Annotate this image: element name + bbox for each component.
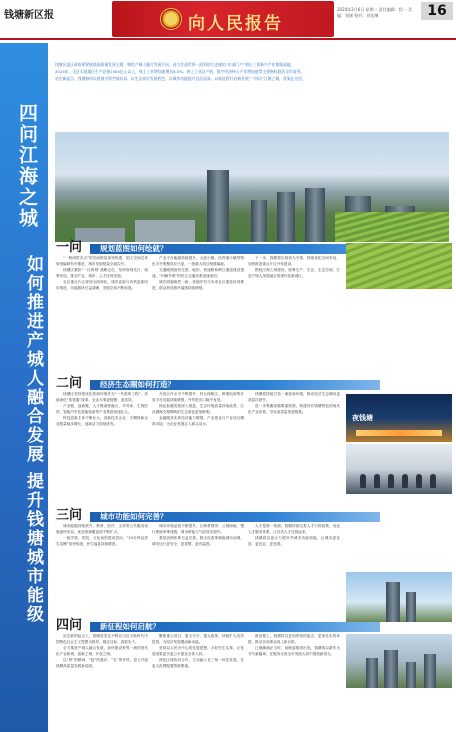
article-column	[152, 524, 244, 610]
article-column	[56, 634, 148, 728]
paragraph: 城市能级持续跃升，教育、医疗、文体等公共服务设施加快布局，优质资源覆盖面不断扩大。	[56, 524, 148, 534]
building	[366, 658, 378, 688]
building	[277, 192, 295, 242]
paragraph: 聚焦重大项目、重大平台、重大改革，持续扩大有效投资，为经济发展增添新动能。	[152, 634, 244, 644]
person	[430, 474, 436, 488]
sidebar-headline: 四问江海之城	[16, 103, 38, 229]
article-column	[152, 256, 244, 366]
paragraph: 钱塘区坚持把优化营商环境作为“一号改革工程”，持续深化“放管服”改革，企业办事更便捷、更高效。	[56, 392, 148, 402]
question-number: 一问	[56, 240, 83, 255]
paragraph: 一批学校、医院、文化场馆建成投用，“15分钟品质生活圈”加快构建，民生福祉持续增进。	[56, 536, 148, 546]
article-column	[248, 634, 340, 728]
article-column	[248, 392, 340, 504]
page-title: 向人民报告	[188, 14, 283, 34]
person	[374, 474, 380, 488]
paragraph: 坚持以人民为中心的发展思想，办好民生实事，让发展成果更多更公平惠及全体人民。	[152, 646, 244, 656]
sidebar-subheadline: 如何推进产城人融合发展 提升钱塘城市能级	[23, 255, 43, 624]
article-column	[56, 392, 148, 504]
paragraph: 城乡面貌焕然一新，美丽乡村与未来社区建设协同推进，群众获得感幸福感持续增强。	[152, 280, 244, 290]
question-header	[50, 614, 452, 634]
paragraph: 站在新的起点上，钱塘将坚定不移以习近平新时代中国特色社会主义思想为指导，锚定目标、真抓实干。	[56, 634, 148, 644]
article-column	[152, 392, 244, 504]
article-column	[248, 256, 340, 366]
paragraph: 围绕江海之城建设，统筹生产、生活、生态空间，打造产城人深度融合的现代化新城区。	[248, 268, 340, 278]
building	[406, 662, 416, 688]
intro-paragraph: 钱塘区委区政府紧紧围绕高质量发展主题，聚焦产城人融合发展方向，奋力打造世界一流科创大走廊的“东部门户”和长三角新兴产业集聚高地。	[55, 62, 295, 67]
paragraph: 江海潮涌正当时，扬帆起航再出发。钱塘将以新作为书写新篇章，在服务全省全市发展大局中展现新担当。	[248, 646, 340, 656]
photo-caption: 夜钱塘	[352, 413, 373, 423]
national-emblem-icon	[160, 8, 182, 30]
issue-date: 2024年2月6日 星期二 责任编辑：程一 美编：刘刚 校对：刘佳琳	[337, 7, 413, 18]
intro-paragraph: 2023年，全区实现地区生产总值1500亿元以上，规上工业增加值增长8.5%；规上工业总产值、数字经济核心产业增加值等主要指标稳居全市前列。	[55, 69, 305, 74]
person	[360, 474, 366, 488]
paragraph: 进一步集聚高端要素资源，构建具有钱塘特色的现代化产业体系，夯实高质量发展根基。	[248, 404, 340, 414]
paragraph: “一核两带多点”的空间格局加快构建，国土空间总体规划编制有序推进，城市发展框架全面拉开。	[56, 256, 148, 266]
newspaper-logo: 钱塘新区报	[4, 10, 54, 21]
question-title: 城市功能如何完善？	[100, 512, 168, 521]
paragraph: 金融服务实体经济能力增强，产业基金与产业项目精准对接，为企业发展注入源头活水。	[152, 416, 244, 426]
article-column	[248, 524, 340, 610]
paragraph: 全区重点片区规划全面深化，城市更新与有机更新同步推进，功能板块日益清晰，发展空间不断拓展。	[56, 280, 148, 290]
paragraph: 钱塘将以更大力度补齐城市功能短板，让城市更宜居、更宜业、更宜游。	[248, 536, 340, 546]
paragraph: 产业链、创新链、人才链深度融合，半导体、生物医药、智能汽车及智能装备等产业集群加速壮大。	[56, 404, 148, 414]
masthead-divider	[0, 38, 456, 40]
question-number: 四问	[56, 618, 83, 633]
building	[424, 654, 436, 688]
paragraph: 科技创新主体不断壮大，高新技术企业、专精特新企业数量稳步增长，创新活力持续迸发。	[56, 416, 148, 426]
paragraph: 深化区域协同合作，主动融入长三角一体化发展，在更大范围配置资源要素。	[152, 658, 244, 668]
paragraph: 产业平台能级持续提升，大创小镇、医药港小镇等特色平台集聚效应凸显，一批重大项目相继落地。	[152, 256, 244, 266]
paragraph: 基层治理体系日益完善，数字化改革赋能城市治理，城市运行更安全、更智慧、更有温度。	[152, 536, 244, 546]
question-number: 二问	[56, 376, 83, 391]
paragraph: 下一步，钱塘将以规划为引领，持续优化空间布局，加快推进重点片区开发建设。	[248, 256, 340, 266]
paragraph: 以“拼”的精神、“抢”的意识、“实”的作风，奋力开创钱塘高质量发展新局面。	[56, 658, 148, 668]
intro-text	[55, 62, 449, 83]
paragraph: 开放合作水平不断提升，综合保税区、跨境电商等开放平台功能持续增强，外贸进出口稳中有进。	[152, 392, 244, 402]
building	[305, 188, 325, 242]
intro-paragraph: 站在新起点，钱塘如何以规划引领空间布局、以生态筑牢发展底色、以城市功能提升宜居品质、以新征程开启新发展？“四问”江海之城，答案在这里。	[55, 76, 306, 81]
paragraph: 绿色低碳发展深入推进，生态环境质量持续改善，江河湖海交相辉映的生态底色更加鲜明。	[152, 404, 244, 414]
question-title: 规划蓝图如何绘就？	[100, 244, 168, 253]
question-title: 新征程如何启航？	[100, 622, 160, 631]
question-header	[50, 372, 452, 392]
paragraph: 新征程上，钱塘将以更加昂扬的姿态、更加务实的举措，推动各项事业再上新台阶。	[248, 634, 340, 644]
question-number: 三问	[56, 508, 83, 523]
hero-city-photo	[55, 132, 449, 242]
article-column	[56, 256, 148, 366]
night-city-photo	[346, 394, 452, 442]
question-header	[50, 504, 452, 524]
question-title: 经济生态圈如何打造？	[100, 380, 175, 389]
paragraph: 人才是第一资源。钱塘持续完善人才引育政策，优化人才服务体系，让各类人才近悦远来。	[248, 524, 340, 534]
building	[207, 170, 229, 242]
paragraph: 城市环境品质不断提升，江海景观带、公园绿地、慢行系统串珠成链，城市颜值与气质同步提升。	[152, 524, 244, 534]
article-column	[56, 524, 148, 610]
paragraph: 钱塘区紧扣“一区两城”战略定位，坚持规划先行、统筹布局，推动产业、城市、人才协同发展。	[56, 268, 148, 278]
masthead	[0, 0, 456, 40]
person	[388, 474, 394, 488]
farmland-photo	[346, 243, 452, 289]
article-column	[152, 634, 244, 728]
paragraph: 钱塘将持续打造一流营商环境，推动经济生态圈向更高层次跃升。	[248, 392, 340, 402]
paragraph: 交通路网加快完善，地铁、快速路和跨江通道建设提速，“内畅外联”的综合交通体系加速成形。	[152, 268, 244, 278]
person	[402, 474, 408, 488]
building	[384, 650, 398, 688]
page-number: 16	[421, 2, 453, 20]
city-lights	[356, 430, 442, 436]
city-aerial-photo	[346, 634, 452, 688]
paragraph: 全力推进产城人融合发展，加快建设世界一流的现代化产业新城、创新之城、开放之城。	[56, 646, 148, 656]
sidebar-banner	[0, 43, 48, 732]
person	[416, 474, 422, 488]
group-photo	[346, 444, 452, 494]
